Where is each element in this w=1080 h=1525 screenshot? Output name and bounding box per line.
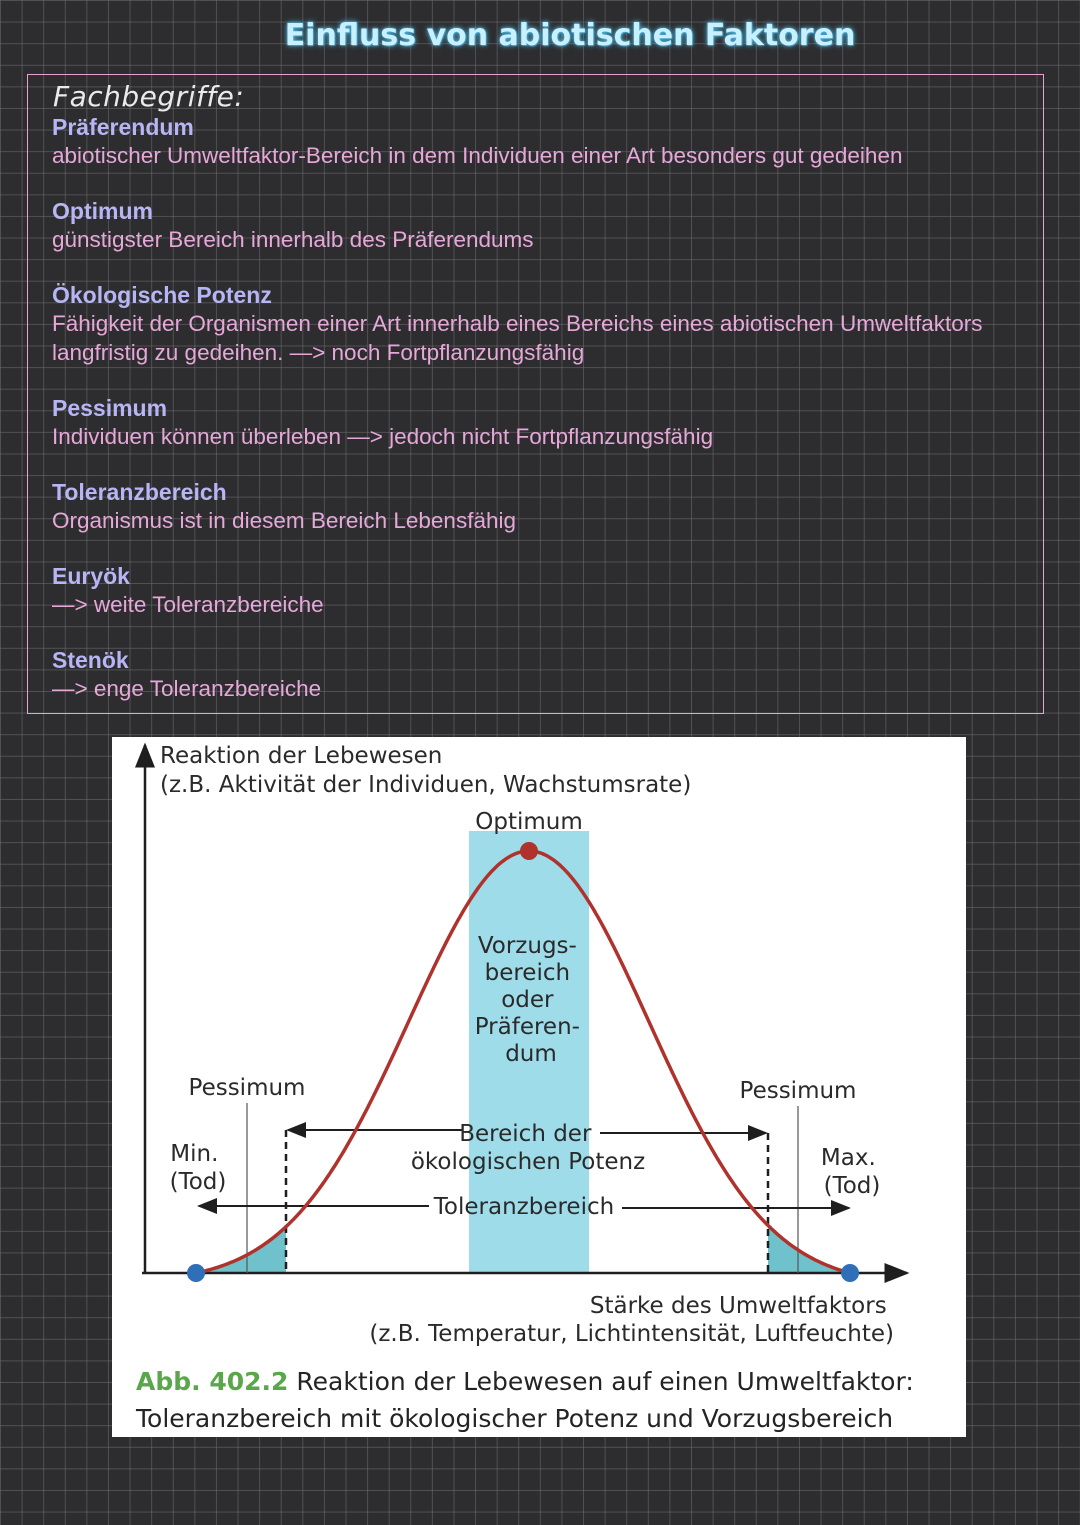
figure-caption bbox=[136, 1363, 956, 1437]
max-point bbox=[841, 1264, 859, 1282]
max-label bbox=[821, 1145, 883, 1199]
x-axis-label-line: (z.B. Temperatur, Lichtintensität, Luftfeuchte) bbox=[369, 1321, 894, 1347]
caption-text: Reaktion der Lebewesen auf einen Umweltfaktor: Toleranzbereich mit ökologischer Potenz und Vorzugsbereich bbox=[136, 1367, 914, 1433]
y-axis-label-line: Reaktion der Lebewesen bbox=[160, 743, 443, 769]
term-name: Pessimum bbox=[52, 395, 168, 421]
term-name: Ökologische Potenz bbox=[52, 282, 272, 308]
preferendum-label-line: Vorzugs- bbox=[477, 933, 577, 959]
preferendum-label-line: Präferen- bbox=[474, 1014, 580, 1040]
term-euryoek bbox=[52, 562, 324, 619]
optimum-point bbox=[520, 842, 538, 860]
pessimum-left-area bbox=[196, 1227, 286, 1273]
term-name: Toleranzbereich bbox=[52, 479, 227, 505]
term-definition: abiotischer Umweltfaktor-Bereich in dem Individuen einer Art besonders gut gedeihen bbox=[52, 143, 903, 168]
term-definition: Organismus ist in diesem Bereich Lebensfähig bbox=[52, 508, 516, 533]
term-definition: langfristig zu gedeihen. —> noch Fortpflanzungsfähig bbox=[52, 340, 585, 365]
tolerance-figure bbox=[112, 737, 966, 1437]
pessimum-right-label: Pessimum bbox=[739, 1078, 857, 1104]
term-definition: —> weite Toleranzbereiche bbox=[52, 592, 324, 617]
pessimum-left-label: Pessimum bbox=[188, 1075, 306, 1101]
potency-label-line: ökologischen Potenz bbox=[410, 1149, 646, 1175]
term-definition: Individuen können überleben —> jedoch nicht Fortpflanzungsfähig bbox=[52, 424, 714, 449]
terms-heading: Fachbegriffe: bbox=[53, 80, 245, 113]
term-definition: —> enge Toleranzbereiche bbox=[52, 676, 322, 701]
min-label bbox=[170, 1141, 227, 1195]
potency-label-line: Bereich der bbox=[459, 1121, 592, 1147]
max-label-line: (Tod) bbox=[823, 1173, 881, 1199]
max-label-line: Max. bbox=[820, 1145, 876, 1171]
caption-label: Abb. 402.2 bbox=[136, 1367, 289, 1396]
preferendum-label-line: bereich bbox=[484, 960, 571, 986]
x-axis-label-line: Stärke des Umweltfaktors bbox=[589, 1293, 887, 1319]
term-definition: Fähigkeit der Organismen einer Art innerhalb eines Bereichs eines abiotischen Umweltfaktors bbox=[52, 311, 983, 336]
y-axis-label bbox=[160, 743, 691, 798]
y-axis-label-line: (z.B. Aktivität der Individuen, Wachstumsrate) bbox=[160, 772, 692, 798]
term-name: Optimum bbox=[52, 198, 153, 224]
term-name: Präferendum bbox=[52, 114, 194, 140]
term-pessimum bbox=[52, 394, 713, 451]
min-label-line: (Tod) bbox=[169, 1169, 227, 1195]
page-title: Einfluss von abiotischen Faktoren bbox=[284, 18, 856, 53]
preferendum-label-line: dum bbox=[505, 1041, 557, 1067]
term-name: Stenök bbox=[52, 647, 129, 673]
term-praeferendum bbox=[52, 113, 902, 170]
x-axis-label bbox=[369, 1293, 894, 1347]
term-oekologische-potenz bbox=[52, 281, 982, 367]
term-name: Euryök bbox=[52, 563, 130, 589]
term-optimum bbox=[52, 197, 534, 254]
min-label-line: Min. bbox=[170, 1141, 219, 1167]
tolerance-label: Toleranzbereich bbox=[433, 1194, 615, 1220]
min-point bbox=[187, 1264, 205, 1282]
tolerance-diagram bbox=[112, 737, 966, 1357]
term-stenoek bbox=[52, 646, 321, 703]
preferendum-label-line: oder bbox=[501, 987, 554, 1013]
term-toleranzbereich bbox=[52, 478, 516, 535]
pessimum-right-area bbox=[768, 1225, 850, 1273]
optimum-label: Optimum bbox=[475, 809, 583, 835]
term-definition: günstigster Bereich innerhalb des Präferendums bbox=[52, 227, 534, 252]
